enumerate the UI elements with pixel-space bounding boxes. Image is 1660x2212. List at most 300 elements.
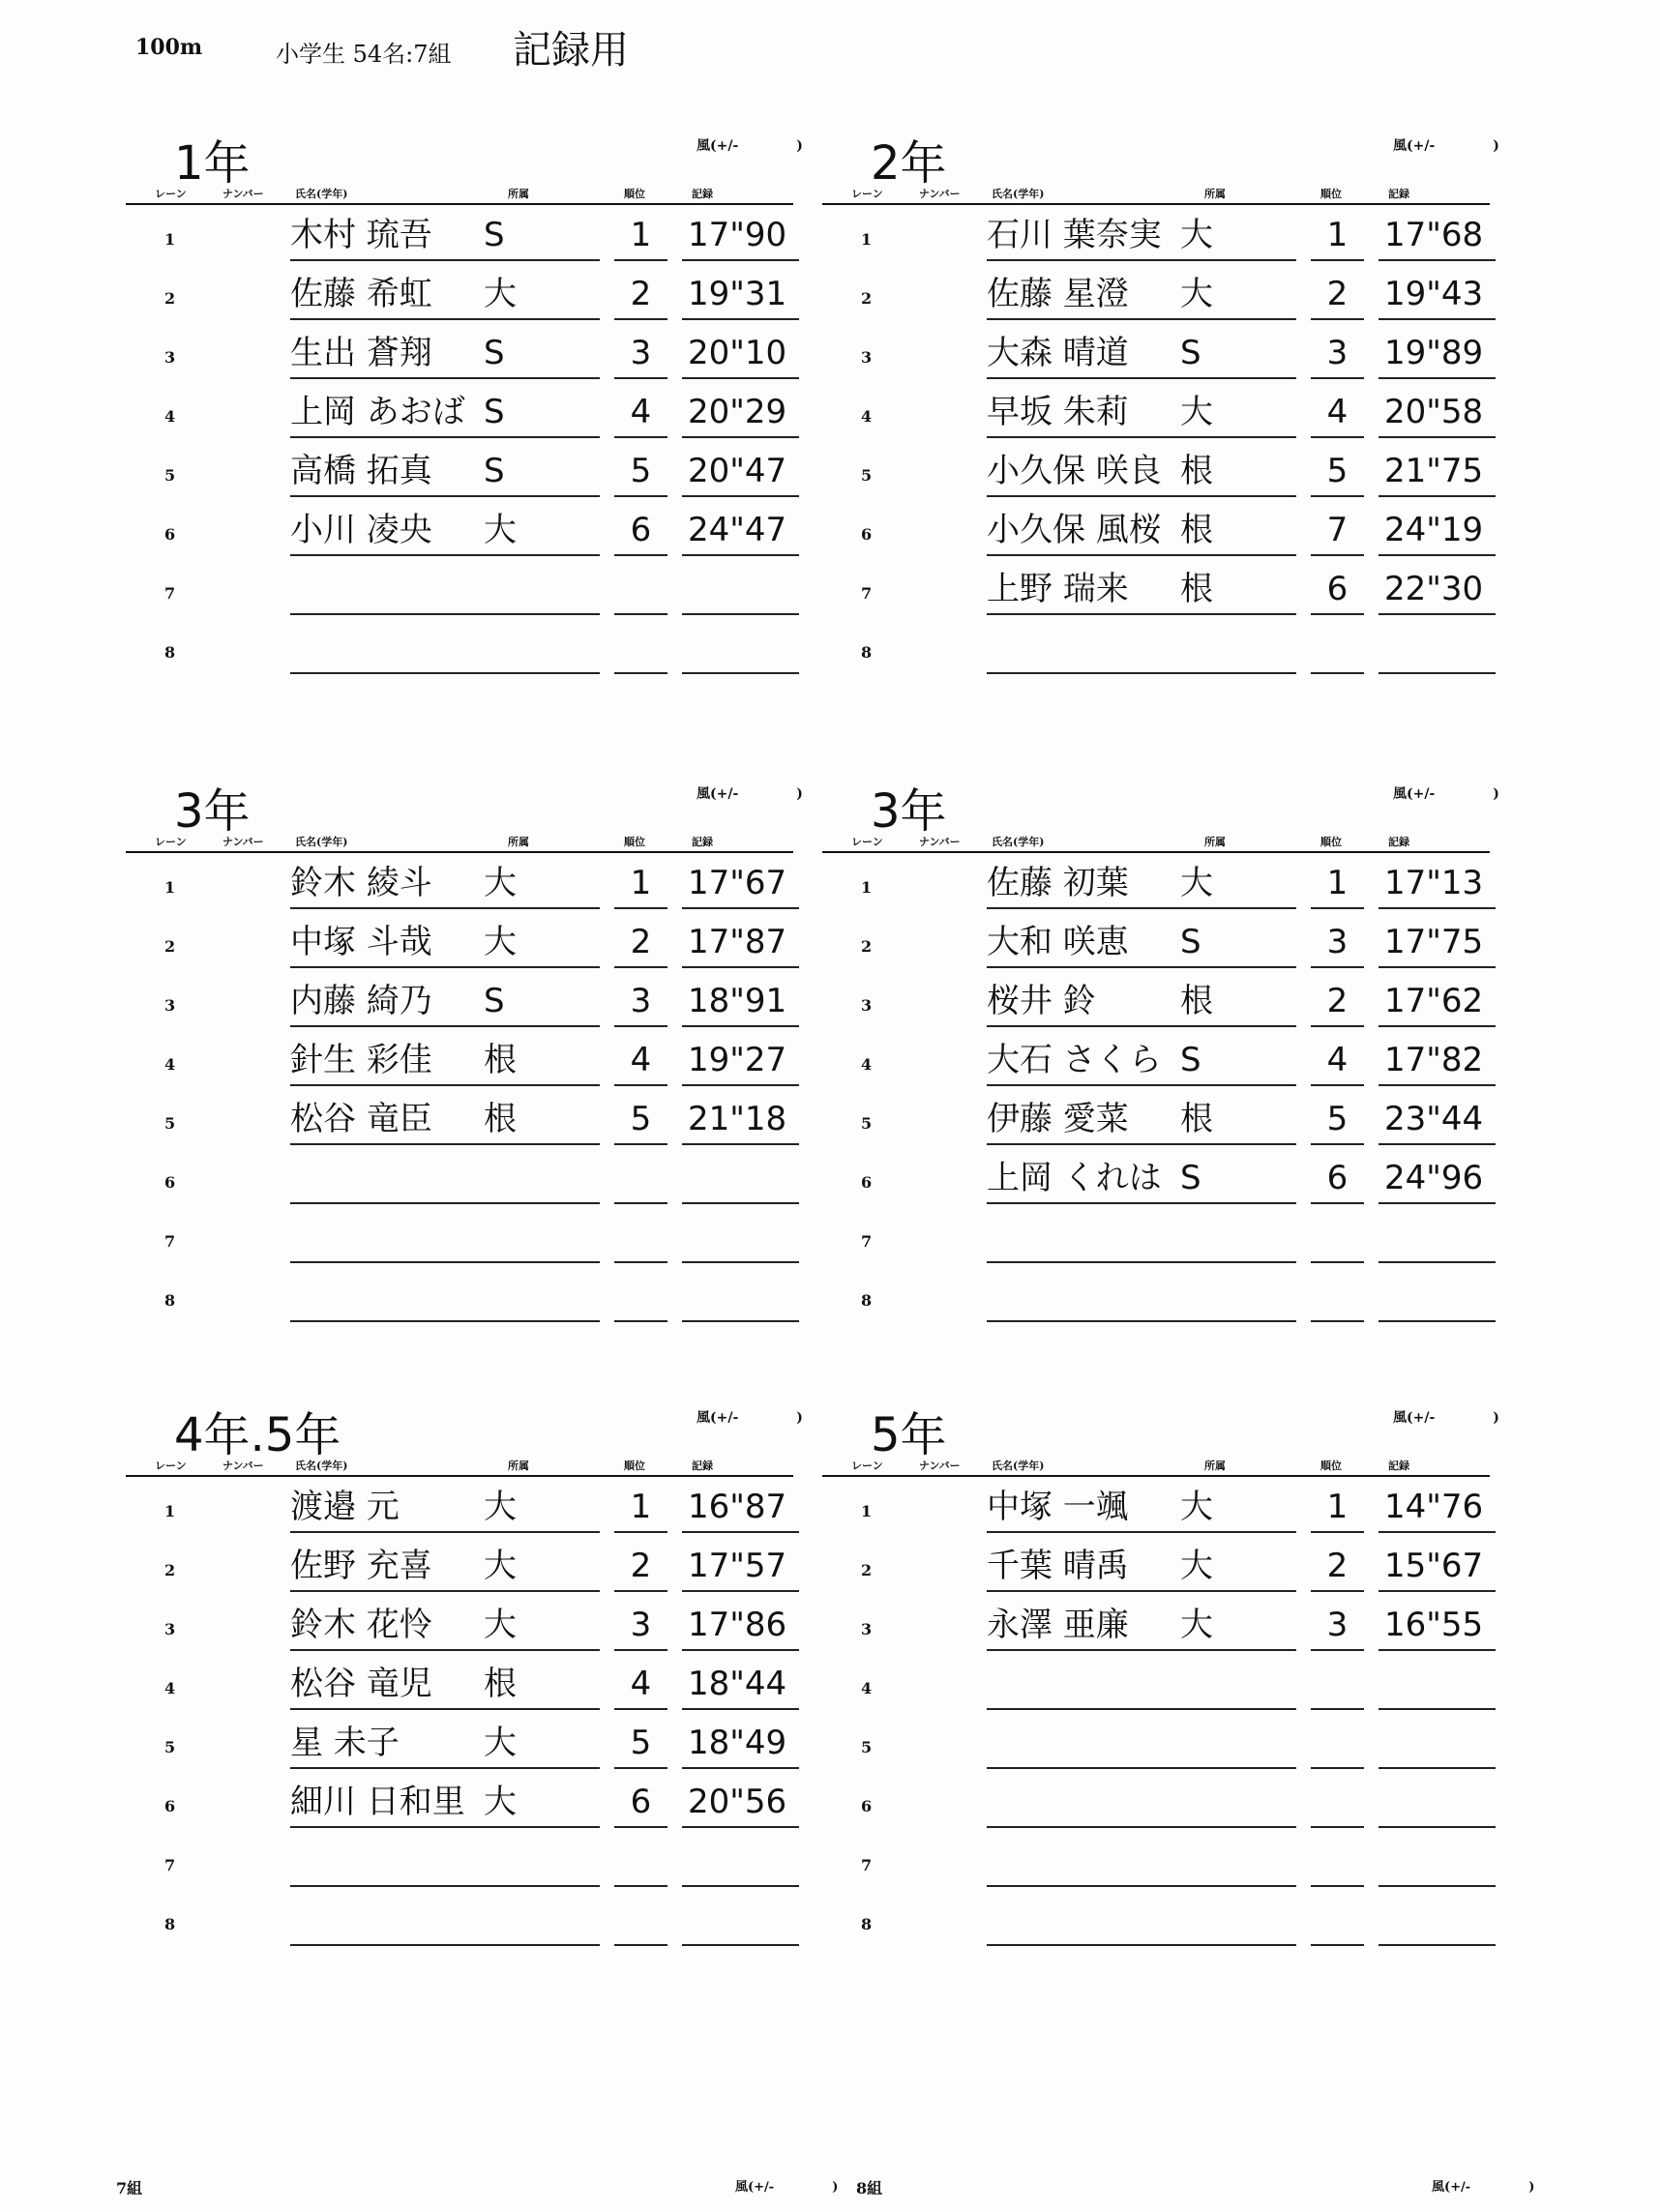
athlete-affil: 大 [484,275,517,313]
name-cell [987,1483,1296,1533]
athlete-name: 千葉 晴禹 [987,1547,1129,1585]
wind-label: 風(+/- ) [697,1410,803,1426]
rank-cell: 1 [614,211,667,261]
name-cell [987,1272,1296,1322]
col-lane: レーン [851,188,883,200]
name-cell [290,1036,600,1086]
rank-cell: 4 [1311,1036,1364,1086]
athlete-affil: 大 [1180,1547,1213,1585]
record-cell: 19"27 [682,1036,799,1086]
rank-cell: 5 [1311,1095,1364,1145]
record-cell: 18"91 [682,977,799,1027]
col-affil: 所属 [1204,1460,1226,1472]
lane-number: 2 [164,937,176,956]
table-row [126,1087,793,1145]
lane-number: 5 [164,1738,176,1756]
athlete-affil: 大 [484,1783,517,1821]
table-row [126,203,793,261]
lane-number: 8 [861,1291,873,1310]
footer-group-7: 7組 [116,2179,143,2197]
table-row [822,203,1490,261]
name-cell [987,329,1296,379]
name-cell [987,1660,1296,1710]
athlete-affil: 大 [1180,864,1213,902]
record-cell [1378,1896,1496,1946]
table-row [822,969,1490,1027]
name-cell [290,1660,600,1710]
table-row [126,321,793,379]
athlete-name: 高橋 拓真 [290,452,432,490]
table-row [126,1770,793,1828]
rank-cell: 5 [614,1095,667,1145]
lane-number: 3 [164,1620,176,1638]
lane-number: 6 [861,1797,873,1815]
rank-cell: 2 [1311,270,1364,320]
table-row [822,1770,1490,1828]
rank-cell: 5 [614,447,667,497]
table-row [822,380,1490,438]
footer-wind-7: 風(+/- ) [735,2180,839,2195]
table-row [822,1146,1490,1204]
col-name: 氏名(学年) [295,188,348,200]
table-row [822,1264,1490,1322]
lane-number: 7 [861,1856,873,1874]
table-row [126,1593,793,1651]
name-cell [987,506,1296,556]
col-number: ナンバー [919,836,961,848]
lane-number: 5 [861,1114,873,1133]
wind-label: 風(+/- ) [1393,138,1499,154]
heat-title: 3年 [871,784,947,839]
rank-cell [614,624,667,674]
athlete-name: 木村 琉吾 [290,216,432,254]
rank-cell: 6 [1311,1154,1364,1204]
rank-cell: 3 [614,1601,667,1651]
rank-cell: 5 [614,1719,667,1769]
table-row [126,1475,793,1533]
col-lane: レーン [851,1460,883,1472]
rank-cell: 2 [614,270,667,320]
column-header [822,832,1490,853]
col-rank: 順位 [1320,836,1342,848]
athlete-name: 永澤 亜廉 [987,1606,1129,1644]
col-name: 氏名(学年) [295,836,348,848]
table-row [126,1028,793,1086]
athlete-name: 上岡 くれは [987,1159,1162,1197]
name-cell [987,1778,1296,1828]
rank-cell: 1 [614,859,667,909]
name-cell [290,1213,600,1263]
col-rank: 順位 [624,836,645,848]
col-record: 記録 [692,836,713,848]
wind-label: 風(+/- ) [1393,1410,1499,1426]
athlete-affil: 大 [1180,1606,1213,1644]
col-record: 記録 [1388,188,1409,200]
name-cell [987,211,1296,261]
table-row [822,1205,1490,1263]
col-record: 記録 [1388,1460,1409,1472]
heat-block [822,126,1499,706]
lane-number: 4 [164,407,176,426]
table-row [822,851,1490,909]
table-row [822,1087,1490,1145]
table-row [822,439,1490,497]
record-cell: 24"96 [1378,1154,1496,1204]
lane-number: 8 [164,1291,176,1310]
col-record: 記録 [1388,836,1409,848]
rank-cell [1311,1837,1364,1887]
athlete-name: 伊藤 愛菜 [987,1100,1129,1138]
record-cell: 15"67 [1378,1542,1496,1592]
lane-number: 1 [861,230,873,249]
table-row [126,1146,793,1204]
lane-number: 6 [164,1173,176,1192]
record-cell: 17"82 [1378,1036,1496,1086]
rank-cell: 3 [1311,329,1364,379]
athlete-name: 渡邉 元 [290,1488,400,1526]
record-cell: 17"62 [1378,977,1496,1027]
rank-cell [614,1154,667,1204]
col-record: 記録 [692,1460,713,1472]
lane-number: 7 [164,1856,176,1874]
lane-number: 7 [861,584,873,603]
record-cell: 23"44 [1378,1095,1496,1145]
column-header [126,184,793,205]
athlete-affil: 大 [484,1488,517,1526]
name-cell [290,447,600,497]
athlete-affil: 根 [484,1665,517,1703]
athlete-affil: 大 [484,1547,517,1585]
table-row [126,851,793,909]
rank-cell: 1 [1311,211,1364,261]
table-row [126,498,793,556]
athlete-affil: 根 [1180,1100,1213,1138]
record-cell: 16"87 [682,1483,799,1533]
name-cell [987,1154,1296,1204]
lane-number: 1 [861,1502,873,1520]
record-cell [682,1896,799,1946]
name-cell [987,388,1296,438]
name-cell [290,565,600,615]
col-affil: 所属 [508,1460,529,1472]
record-cell [1378,1272,1496,1322]
name-cell [290,1542,600,1592]
lane-number: 5 [861,466,873,485]
record-cell: 17"67 [682,859,799,909]
wind-label: 風(+/- ) [697,138,803,154]
table-row [126,1888,793,1946]
name-cell [987,1837,1296,1887]
table-row [126,1652,793,1710]
athlete-name: 中塚 斗哉 [290,923,432,961]
name-cell [987,624,1296,674]
lane-number: 8 [164,1915,176,1933]
lane-number: 7 [164,1232,176,1251]
heat-title: 2年 [871,136,947,191]
table-row [126,557,793,615]
rank-cell: 6 [1311,565,1364,615]
athlete-affil: 根 [1180,982,1213,1020]
table-row [822,1534,1490,1592]
name-cell [290,1272,600,1322]
record-cell: 17"75 [1378,918,1496,968]
column-header [126,1456,793,1477]
lane-number: 6 [164,1797,176,1815]
name-cell [290,1896,600,1946]
footer-wind-8: 風(+/- ) [1432,2180,1535,2195]
athlete-name: 大和 咲恵 [987,923,1129,961]
record-cell: 14"76 [1378,1483,1496,1533]
lane-number: 8 [861,643,873,662]
col-affil: 所属 [508,836,529,848]
athlete-affil: 大 [1180,1488,1213,1526]
lane-number: 1 [164,230,176,249]
rank-cell: 1 [614,1483,667,1533]
col-name: 氏名(学年) [295,1460,348,1472]
lane-number: 5 [164,1114,176,1133]
table-row [822,616,1490,674]
col-name: 氏名(学年) [992,1460,1045,1472]
record-cell [682,565,799,615]
name-cell [290,388,600,438]
name-cell [987,565,1296,615]
athlete-name: 小川 凌央 [290,511,432,549]
athlete-affil: 根 [1180,452,1213,490]
column-header [822,184,1490,205]
name-cell [987,918,1296,968]
rank-cell [1311,1719,1364,1769]
rank-cell: 1 [1311,1483,1364,1533]
record-cell [682,624,799,674]
record-cell [682,1272,799,1322]
name-cell [987,447,1296,497]
athlete-affil: 大 [1180,275,1213,313]
athlete-name: 松谷 竜臣 [290,1100,432,1138]
lane-number: 8 [861,1915,873,1933]
athlete-affil: S [484,216,505,254]
record-cell: 19"31 [682,270,799,320]
name-cell [987,1719,1296,1769]
table-row [822,1475,1490,1533]
record-cell [682,1213,799,1263]
rank-cell: 4 [614,1660,667,1710]
name-cell [987,1601,1296,1651]
rank-cell [1311,1778,1364,1828]
athlete-affil: S [1180,1159,1201,1197]
rank-cell [614,1837,667,1887]
lane-number: 6 [861,1173,873,1192]
wind-label: 風(+/- ) [1393,786,1499,802]
name-cell [987,1542,1296,1592]
lane-number: 1 [164,1502,176,1520]
athlete-affil: S [484,452,505,490]
lane-number: 5 [164,466,176,485]
col-record: 記録 [692,188,713,200]
name-cell [290,329,600,379]
rank-cell: 3 [614,329,667,379]
table-row [822,1593,1490,1651]
table-row [126,1829,793,1887]
col-name: 氏名(学年) [992,836,1045,848]
lane-number: 2 [164,1561,176,1579]
name-cell [290,1154,600,1204]
lane-number: 2 [861,1561,873,1579]
col-lane: レーン [851,836,883,848]
table-row [822,910,1490,968]
athlete-affil: S [1180,334,1201,372]
table-row [822,1652,1490,1710]
col-rank: 順位 [1320,1460,1342,1472]
col-rank: 順位 [624,188,645,200]
rank-cell: 3 [1311,918,1364,968]
athlete-affil: 根 [1180,511,1213,549]
table-row [126,969,793,1027]
record-cell [1378,1660,1496,1710]
record-cell: 20"10 [682,329,799,379]
athlete-name: 鈴木 花怜 [290,1606,432,1644]
lane-number: 2 [164,289,176,308]
record-cell: 20"47 [682,447,799,497]
col-name: 氏名(学年) [992,188,1045,200]
name-cell [290,1601,600,1651]
rank-cell: 5 [1311,447,1364,497]
athlete-affil: 大 [484,864,517,902]
name-cell [290,977,600,1027]
athlete-name: 大森 晴道 [987,334,1129,372]
col-number: ナンバー [222,836,264,848]
lane-number: 2 [861,937,873,956]
column-header [126,832,793,853]
name-cell [290,211,600,261]
athlete-affil: S [484,334,505,372]
lane-number: 3 [861,348,873,367]
athlete-name: 大石 さくら [987,1041,1162,1079]
record-cell: 19"43 [1378,270,1496,320]
athlete-name: 桜井 鈴 [987,982,1096,1020]
wind-label: 風(+/- ) [697,786,803,802]
rank-cell [1311,624,1364,674]
footer-group-8: 8組 [856,2179,883,2197]
record-cell: 17"87 [682,918,799,968]
record-cell [682,1154,799,1204]
col-affil: 所属 [508,188,529,200]
heat-title: 3年 [174,784,251,839]
table-row [822,557,1490,615]
table-row [822,262,1490,320]
athlete-name: 上岡 あおば [290,393,465,431]
rank-cell: 1 [1311,859,1364,909]
record-cell: 21"18 [682,1095,799,1145]
rank-cell: 2 [1311,977,1364,1027]
heat-block [126,126,803,706]
lane-number: 3 [861,1620,873,1638]
rank-cell: 4 [1311,388,1364,438]
record-cell: 17"86 [682,1601,799,1651]
lane-number: 8 [164,643,176,662]
record-cell: 18"49 [682,1719,799,1769]
table-row [126,616,793,674]
athlete-affil: 大 [1180,216,1213,254]
athlete-affil: 根 [1180,570,1213,608]
name-cell [987,859,1296,909]
name-cell [290,1837,600,1887]
athlete-name: 小久保 咲良 [987,452,1162,490]
rank-cell: 6 [614,506,667,556]
rank-cell: 2 [614,1542,667,1592]
table-row [126,1264,793,1322]
athlete-name: 佐藤 希虹 [290,275,432,313]
heat-block [822,774,1499,1354]
name-cell [290,506,600,556]
column-header [822,1456,1490,1477]
lane-number: 7 [861,1232,873,1251]
category-label: 小学生 54名:7組 [276,41,452,68]
lane-number: 4 [164,1679,176,1697]
handwritten-note: 記録用 [513,28,629,73]
rank-cell [1311,1896,1364,1946]
table-row [126,910,793,968]
record-cell: 20"56 [682,1778,799,1828]
name-cell [987,977,1296,1027]
athlete-name: 佐藤 初葉 [987,864,1129,902]
lane-number: 4 [861,1679,873,1697]
name-cell [987,1896,1296,1946]
col-rank: 順位 [1320,188,1342,200]
athlete-name: 鈴木 綾斗 [290,864,432,902]
record-cell: 19"89 [1378,329,1496,379]
athlete-affil: 大 [484,923,517,961]
name-cell [987,1095,1296,1145]
athlete-name: 早坂 朱莉 [987,393,1129,431]
athlete-name: 生出 蒼翔 [290,334,432,372]
athlete-affil: 大 [484,511,517,549]
athlete-name: 小久保 風桜 [987,511,1162,549]
lane-number: 4 [164,1055,176,1074]
table-row [822,498,1490,556]
rank-cell: 3 [614,977,667,1027]
heat-block [126,774,803,1354]
athlete-name: 内藤 綺乃 [290,982,432,1020]
table-row [822,321,1490,379]
record-cell [682,1837,799,1887]
athlete-name: 星 未子 [290,1724,400,1762]
athlete-affil: S [1180,923,1201,961]
record-cell: 17"57 [682,1542,799,1592]
lane-number: 2 [861,289,873,308]
record-cell: 20"58 [1378,388,1496,438]
athlete-affil: S [1180,1041,1201,1079]
rank-cell: 7 [1311,506,1364,556]
col-number: ナンバー [222,1460,264,1472]
heat-title: 1年 [174,136,251,191]
table-row [126,380,793,438]
athlete-affil: 大 [484,1724,517,1762]
record-cell [1378,624,1496,674]
col-number: ナンバー [919,188,961,200]
col-number: ナンバー [919,1460,961,1472]
col-lane: レーン [155,836,187,848]
name-cell [290,1095,600,1145]
lane-number: 6 [861,525,873,544]
lane-number: 7 [164,584,176,603]
athlete-affil: 根 [484,1041,517,1079]
table-row [126,439,793,497]
col-lane: レーン [155,1460,187,1472]
lane-number: 4 [861,407,873,426]
record-cell: 24"47 [682,506,799,556]
lane-number: 1 [861,878,873,897]
rank-cell: 4 [614,1036,667,1086]
